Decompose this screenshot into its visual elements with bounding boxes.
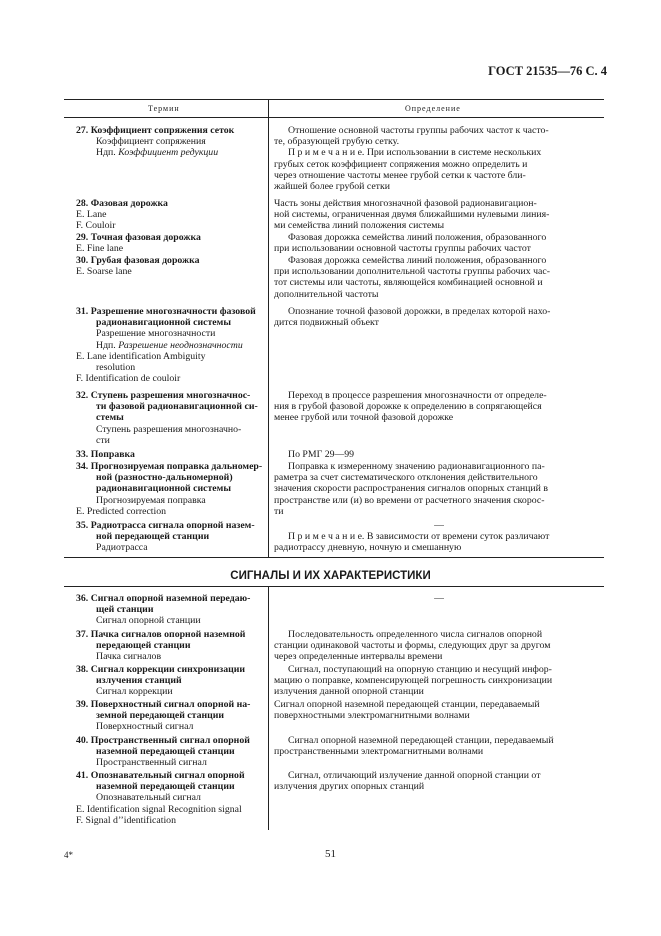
term-38: 38. Сигнал коррекции синхронизации излучения станций Сигнал коррекции [76,664,246,698]
term-28: 28. Фазовая дорожка E. Lane F. Couloir [76,198,168,232]
term-31: 31. Разрешение многозначности фазовой радионавигационной системы Разрешение многозначности Ндп. Разрешение неоднозначности E. Lane identification Ambiguity resolution F. Identification de couloir [76,306,256,385]
table-bottom-top-rule [64,586,604,587]
section-title: СИГНАЛЫ И ИХ ХАРАКТЕРИСТИКИ [230,570,431,582]
term-33: 33. Поправка [76,449,135,460]
page-number: 51 [325,848,336,860]
definition-39: Сигнал опорной наземной передающей станции, передаваемый поверхностными электромагнитными волнами [274,699,540,722]
definition-34: Поправка к измеренному значению радионавигационного па- раметра за счет систематического отклонения действительного значения скорости распространения сигналов опорных станций в пространстве или (и) во времени от расчетного значения скорос- ти [274,461,548,517]
term-41: 41. Опознавательный сигнал опорной наземной передающей станции Опознавательный сигнал E. Identification signal Recognition signal F. Signal d’’identification [76,770,245,826]
term-37: 37. Пачка сигналов опорной наземной передающей станции Пачка сигналов [76,629,246,663]
term-40: 40. Пространственный сигнал опорной наземной передающей станции Пространственный сигнал [76,735,250,769]
footer-signature-mark: 4* [64,850,73,860]
definition-33: По РМГ 29—99 [288,449,355,460]
definition-27: Отношение основной частоты группы рабочих частот к часто- те, образующей грубую сетку. П р и м е ч а н и е. При использовании в системе нескольких грубых сеток коэффициент сопряжения можно определить и через отношение частоты менее грубой сетки к частоте бли- жайшей более грубой сетки [274,125,549,193]
definition-36: — [434,593,444,604]
table-top-bottom-rule [64,557,604,558]
term-29: 29. Точная фазовая дорожка E. Fine lane [76,232,201,255]
column-divider-top [268,99,269,557]
definition-41: Сигнал, отличающий излучение данной опорной станции от излучения других опорных станций [274,770,541,793]
definition-28: Часть зоны действия многозначной фазовой радионавигацион- ной системы, ограниченная двумя ближайшими нулевыми линия- ми семейства линий положения системы [274,198,550,232]
column-header-term: Термин [148,104,180,113]
term-30: 30. Грубая фазовая дорожка E. Soarse lane [76,255,200,278]
table-header-rule [64,117,604,118]
column-divider-bottom [268,586,269,830]
term-34: 34. Прогнозируемая поправка дальномер- ной (разностно-дальномерной) радионавигационной системы Прогнозируемая поправка E. Predicted correction [76,461,263,517]
term-35: 35. Радиотрасса сигнала опорной назем- ной передающей станции Радиотрасса [76,520,255,554]
column-header-definition: Определение [405,104,461,113]
definition-37: Последовательность определенного числа сигналов опорной станции одинаковой частоты и формы, следующих друг за другом через определенные интервалы времени [274,629,551,663]
definition-40: Сигнал опорной наземной передающей станции, передаваемый пространственными электромагнитными волнами [274,735,554,758]
definition-32: Переход в процессе разрешения многозначности от определе- ния в грубой фазовой дорожке к определению в сопрягающейся менее грубой или точной фазовой дорожке [274,390,547,424]
term-39: 39. Поверхностный сигнал опорной на- земной передающей станции Поверхностный сигнал [76,699,251,733]
term-27: 27. Коэффициент сопряжения сеток Коэффициент сопряжения Ндп. Коэффициент редукции [76,125,235,159]
page-header-code: ГОСТ 21535—76 С. 4 [488,64,607,78]
term-32: 32. Ступень разрешения многозначнос- ти фазовой радионавигационной си- стемы Ступень разрешения многозначно- сти [76,390,258,446]
definition-31: Опознание точной фазовой дорожки, в пределах которой нахо- дится подвижный объект [274,306,551,329]
definition-35: — П р и м е ч а н и е. В зависимости от времени суток различают радиотрассу дневную, ночную и смешанную [274,520,550,554]
definition-30: Фазовая дорожка семейства линий положения, образованного при использовании дополнительной частоты группы рабочих час- тот системы или частоты, являющейся комбинацией основной и дополнительной частоты [274,255,550,300]
term-36: 36. Сигнал опорной наземной передаю- щей станции Сигнал опорной станции [76,593,251,627]
table-top-rule [64,99,604,100]
definition-29: Фазовая дорожка семейства линий положения, образованного при использовании основной частоты группы рабочих частот [274,232,547,255]
definition-38: Сигнал, поступающий на опорную станцию и несущий инфор- мацию о поправке, компенсирующей погрешность синхронизации излучения данной опорной станции [274,664,553,698]
